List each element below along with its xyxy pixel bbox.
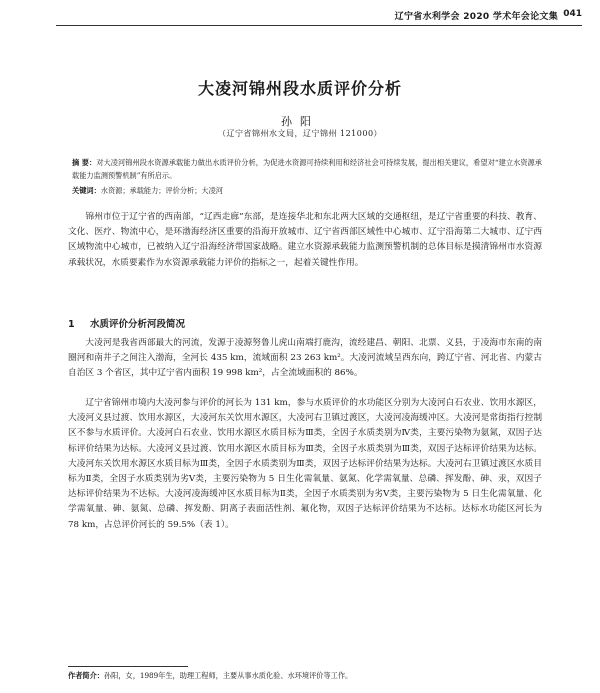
page-header — [0, 0, 600, 34]
author-footnote — [68, 670, 352, 681]
keywords-label: 关键词： — [72, 186, 101, 195]
header-divider — [56, 25, 582, 26]
keywords — [72, 185, 542, 197]
section-number: 1 — [68, 319, 75, 330]
section-title: 水质评价分析河段简况 — [90, 319, 186, 330]
keywords-text: 水资源；承载能力；评价分析；大凌河 — [100, 186, 223, 195]
intro-paragraph: 锦州市位于辽宁省的西南部，“辽西走廊”东部，是连接华北和东北两大区域的交通枢纽，是辽宁省重要的科技、教育、文化、医疗、物流中心，是环渤海经济区重要的沿海开放城市、辽宁省西部区域性中心城市、辽宁沿海第二大城市、辽宁西区域物流中心城市，已被纳入辽宁沿海经济带国家战略。建立水资源承载能力监测预警机制的总体目标是摸清锦州市水资源承载状况，水质要素作为水资源承载能力评价的指标之一，起着关键性作用。 — [68, 212, 542, 268]
river-overview-paragraph: 大凌河是我省西部最大的河流，发源于凌源努鲁儿虎山南端打鹿沟，流经建昌、朝阳、北票、义县，于凌海市东南的南圈河和南井子之间注入渤海，全河长 435 km，流域面积 23 263 km²。大凌河流域呈西东向，跨辽宁省、河北省、内蒙古自治区 3 个省区，其中辽宁省内面积 19 998 km²，占全流域面积的 86%。 — [68, 338, 542, 379]
abstract — [72, 157, 542, 182]
author-name: 孙阳 — [281, 115, 319, 128]
footnote-label: 作者简介： — [68, 671, 104, 680]
section-heading — [68, 316, 185, 330]
evaluation-container — [68, 396, 542, 533]
evaluation-paragraph: 辽宁省锦州市境内大凌河参与评价的河长为 131 km，参与水质评价的水功能区分别为大凌河白石农业、饮用水源区，大凌河义县过渡、饮用水源区，大凌河东关饮用水源区，大凌河右卫镇过渡区，大凌河凌海缓冲区。大凌河是常街指行控制区不参与水质评价。大凌河白石农业、饮用水源区水质目标为Ⅲ类，全因子水质类别为Ⅳ类，主要污染物为氨氮，双因子达标评价结果为达标。大凌河义县过渡、饮用水源区水质目标为Ⅲ类，全因子水质类别为Ⅲ类，双因子达标评价结果为达标。大凌河东关饮用水源区水质目标为Ⅲ类，全因子水质类别为Ⅲ类，双因子达标评价结果为达标。大凌河右卫镇过渡区水质目标为Ⅱ类，全因子水质类别为劣Ⅴ类，主要污染物为 5 日生化需氧量、氨氮、化学需氧量、总磷、挥发酚、砷、汞，双因子达标评价结果为不达标。大凌河凌海缓冲区水质目标为Ⅱ类，全因子水质类别为劣Ⅴ类，主要污染物为 5 日生化需氧量、化学需氧量、砷、氨氮、总磷、挥发酚、阴离子表面活性剂、氟化物，双因子达标评价结果为不达标。达标水功能区河长为 78 km，占总评价河长的 59.5%（表 1）。 — [68, 398, 542, 530]
abstract-text: 对大凌河锦州段水资源承载能力做出水质评价分析，为促进水资源可持续利用和经济社会可持续发展，提出相关建议，希望对“建立水资源承载能力监测预警机制”有所启示。 — [72, 158, 542, 180]
article-title: 大凌河锦州段水质评价分析 — [197, 79, 402, 98]
footnote-text: 孙阳，女，1989年生，助理工程师，主要从事水质化验、水环境评价等工作。 — [103, 671, 353, 680]
author-affiliation: （辽宁省锦州水文局，辽宁锦州 121000） — [217, 129, 383, 138]
intro-paragraph-container — [68, 210, 542, 271]
abstract-label: 摘 要： — [72, 158, 97, 167]
page-number: 041 — [563, 9, 582, 19]
footnote-divider — [68, 666, 188, 667]
river-overview-container — [68, 336, 542, 382]
journal-title: 辽宁省水利学会 2020 学术年会论文集 — [394, 12, 558, 22]
